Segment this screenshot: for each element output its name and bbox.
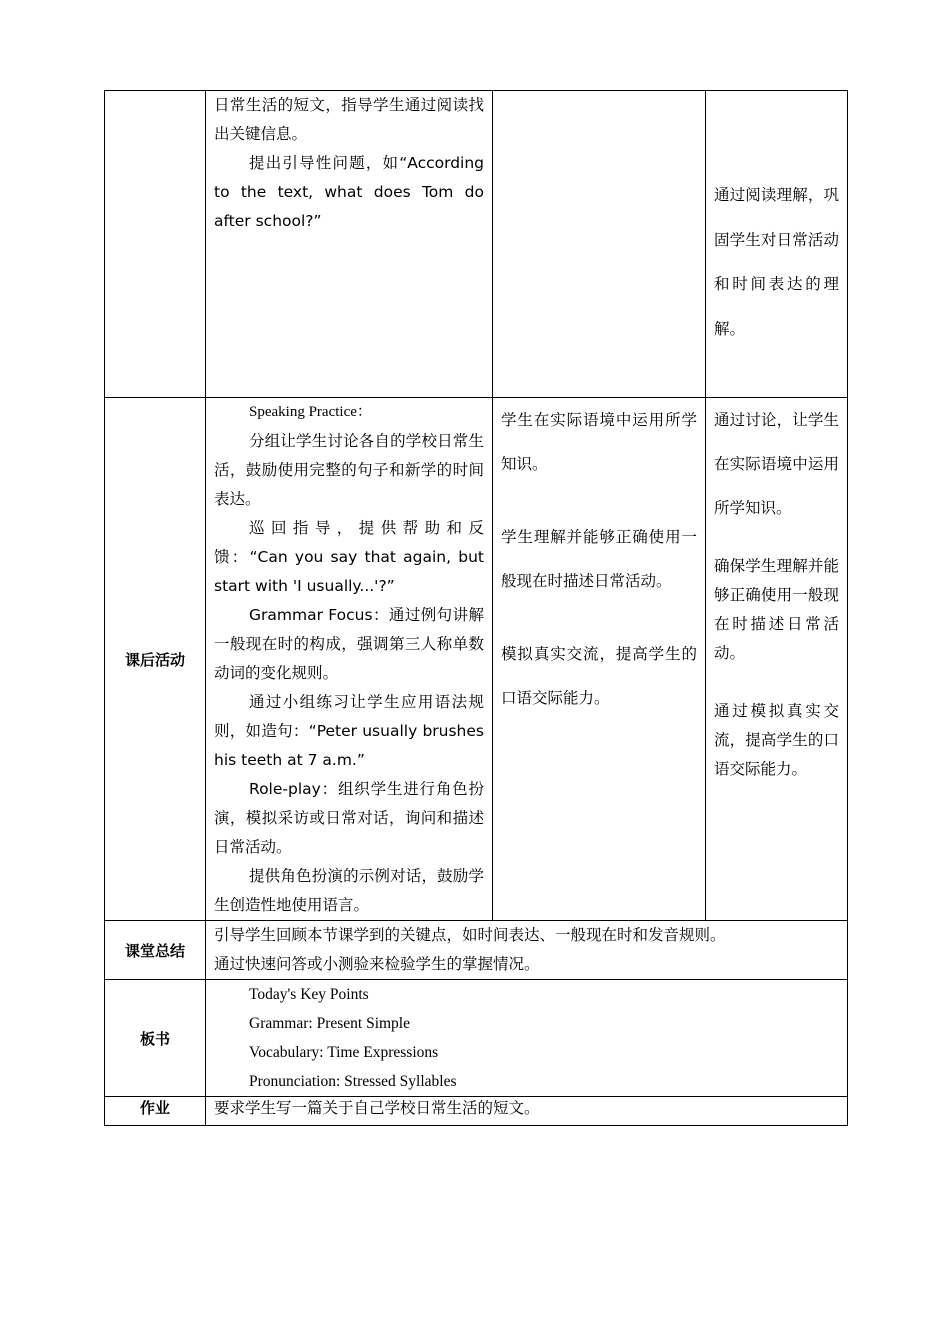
after-class-line: 分组让学生讨论各自的学校日常生活，鼓励使用完整的句子和新学的时间表达。 — [214, 432, 484, 508]
continuation-purpose-text: 通过阅读理解，巩固学生对日常活动和时间表达的理解。 — [714, 186, 839, 338]
summary-line: 通过快速问答或小测验来检验学生的掌握情况。 — [214, 955, 540, 973]
after-class-row — [105, 398, 848, 921]
homework-row — [105, 1097, 848, 1126]
continuation-question-text: 提出引导性问题，如“According to the text, what does Tom do after school?” — [214, 154, 484, 230]
speaking-practice-heading — [214, 398, 484, 427]
summary-line: 引导学生回顾本节课学到的关键点，如时间表达、一般现在时和发音规则。 — [214, 926, 726, 944]
student-activity-1: 学生在实际语境中运用所学知识。 — [501, 411, 697, 473]
spacer — [714, 668, 839, 697]
continuation-question-line — [214, 149, 484, 236]
board-line: Vocabulary: Time Expressions — [249, 1044, 439, 1061]
homework-label: 作业 — [105, 1097, 206, 1126]
after-class-line: 通过小组练习让学生应用语法规则，如造句：“Peter usually brushes his teeth at 7 a.m.” — [214, 693, 484, 769]
spacer — [714, 530, 839, 552]
homework-content-cell — [206, 1097, 848, 1126]
continuation-purpose-cell — [706, 91, 848, 398]
spacer — [501, 486, 697, 515]
continuation-content-cell — [206, 91, 493, 398]
after-class-line: Grammar Focus：通过例句讲解一般现在时的构成，强调第三人称单数动词的变化规则。 — [214, 606, 484, 682]
after-class-line: 巡回指导，提供帮助和反馈：“Can you say that again, but start with 'I usually...'?” — [214, 519, 484, 595]
after-class-purpose-cell — [706, 398, 848, 921]
after-class-student-cell — [493, 398, 706, 921]
continuation-row — [105, 91, 848, 398]
spacer — [501, 603, 697, 632]
board-row — [105, 980, 848, 1097]
purpose-2: 确保学生理解并能够正确使用一般现在时描述日常活动。 — [714, 557, 839, 662]
homework-text: 要求学生写一篇关于自己学校日常生活的短文。 — [214, 1099, 540, 1117]
board-line: Pronunciation: Stressed Syllables — [249, 1073, 457, 1090]
board-line: Today's Key Points — [249, 986, 369, 1003]
summary-label: 课堂总结 — [105, 921, 206, 980]
continuation-label-cell — [105, 91, 206, 398]
board-content-cell — [206, 980, 848, 1097]
board-label: 板书 — [105, 980, 206, 1097]
summary-row — [105, 921, 848, 980]
after-class-content-cell — [206, 398, 493, 921]
student-activity-2: 学生理解并能够正确使用一般现在时描述日常活动。 — [501, 528, 697, 590]
after-class-line: 提供角色扮演的示例对话，鼓励学生创造性地使用语言。 — [214, 867, 484, 914]
after-class-label: 课后活动 — [105, 398, 206, 921]
purpose-3: 通过模拟真实交流，提高学生的口语交际能力。 — [714, 702, 839, 778]
lesson-plan-table — [104, 90, 848, 1126]
continuation-content-line: 日常生活的短文，指导学生通过阅读找出关键信息。 — [214, 96, 484, 143]
summary-content-cell — [206, 921, 848, 980]
purpose-1: 通过讨论，让学生在实际语境中运用所学知识。 — [714, 411, 839, 517]
board-line: Grammar: Present Simple — [249, 1015, 410, 1032]
continuation-student-cell — [493, 91, 706, 398]
student-activity-3: 模拟真实交流，提高学生的口语交际能力。 — [501, 645, 697, 707]
speaking-practice-heading-text: Speaking Practice： — [249, 404, 372, 420]
after-class-line: Role-play：组织学生进行角色扮演，模拟采访或日常对话，询问和描述日常活动。 — [214, 780, 484, 856]
